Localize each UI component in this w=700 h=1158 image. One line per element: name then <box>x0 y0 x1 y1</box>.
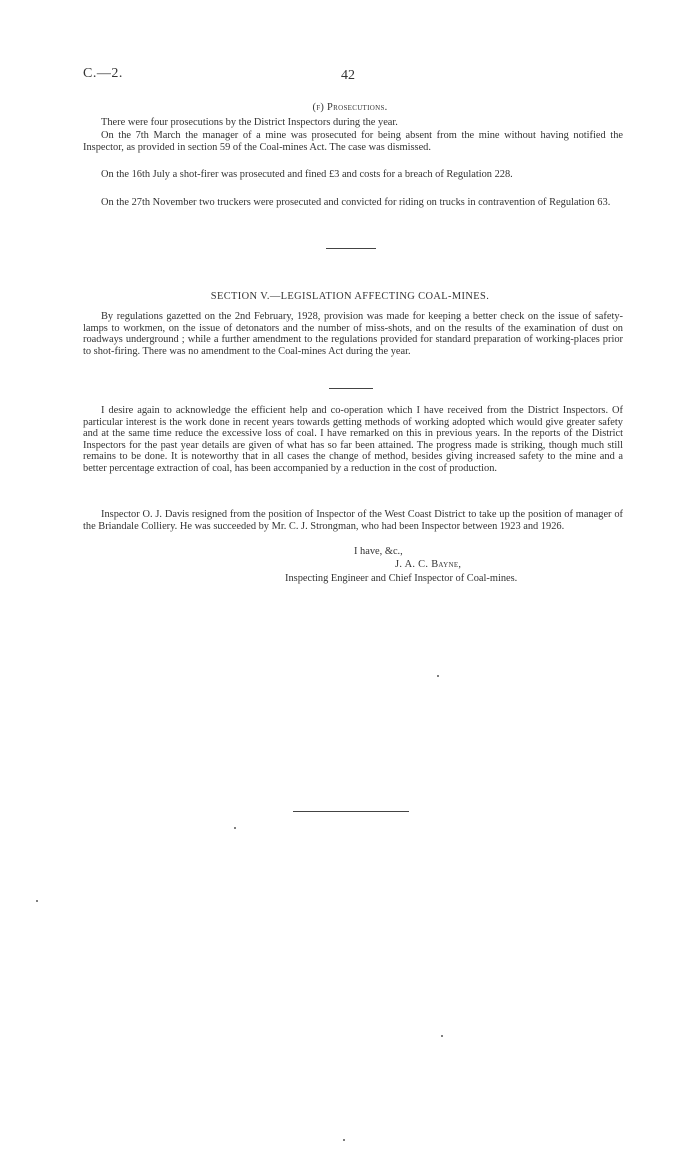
staff-change-paragraph: Inspector O. J. Davis resigned from the position of Inspector of the West Coast District to take up the position of manager of the Briandale Colliery. He was succeeded by Mr. C. J. Strongman, who had been Inspector between 1923 and 1926. <box>83 509 623 532</box>
prosecutions-paragraph-2: On the 7th March the manager of a mine was prosecuted for being absent from the mine without having notified the Inspector, as provided in section 59 of the Coal-mines Act. The case was dismissed. <box>83 130 623 153</box>
document-reference: C.—2. <box>83 66 123 81</box>
print-speck <box>437 675 439 677</box>
print-speck <box>234 827 236 829</box>
section-divider <box>326 248 376 249</box>
prosecutions-paragraph-3: On the 16th July a shot-firer was prosecuted and fined £3 and costs for a breach of Regulation 228. <box>101 169 513 180</box>
print-speck <box>343 1139 345 1141</box>
section-v-heading: SECTION V.—LEGISLATION AFFECTING COAL-MINES. <box>210 291 490 302</box>
end-rule <box>293 811 409 812</box>
prosecutions-paragraph-4: On the 27th November two truckers were prosecuted and convicted for riding on trucks in contravention of Regulation 63. <box>101 197 611 208</box>
signatory-title: Inspecting Engineer and Chief Inspector of Coal-mines. <box>285 573 518 584</box>
page-number: 42 <box>341 68 355 83</box>
prosecutions-heading: (f) Prosecutions. <box>312 102 388 113</box>
salutation: I have, &c., <box>354 546 403 557</box>
print-speck <box>36 900 38 902</box>
legislation-paragraph: By regulations gazetted on the 2nd February, 1928, provision was made for keeping a better check on the issue of safety-lamps to workmen, on the issue of detonators and the number of miss-shots, and on the results of the examination of dust on roadways underground ; while a further amendment to the regulations provided for standard preparation of working-places prior to shot-firing. There was no amendment to the Coal-mines Act during the year. <box>83 311 623 357</box>
acknowledgement-paragraph: I desire again to acknowledge the efficient help and co-operation which I have received from the District Inspectors. Of particular interest is the work done in recent years towards getting methods of working adopted which would give greater safety and at the same time reduce the excessive loss of coal. I have remarked on this in previous years. In the reports of the District Inspectors for the past year details are given of what has so far been attained. The progress made is striking, though much still remains to be done. It is noteworthy that in all cases the change of method, besides giving increased safety to the mine and a better percentage extraction of coal, has been accompanied by a reduction in the cost of production. <box>83 405 623 474</box>
prosecutions-paragraph-1: There were four prosecutions by the District Inspectors during the year. <box>101 117 398 128</box>
print-speck <box>441 1035 443 1037</box>
signatory-name: J. A. C. Bayne, <box>395 559 462 570</box>
section-divider <box>329 388 373 389</box>
